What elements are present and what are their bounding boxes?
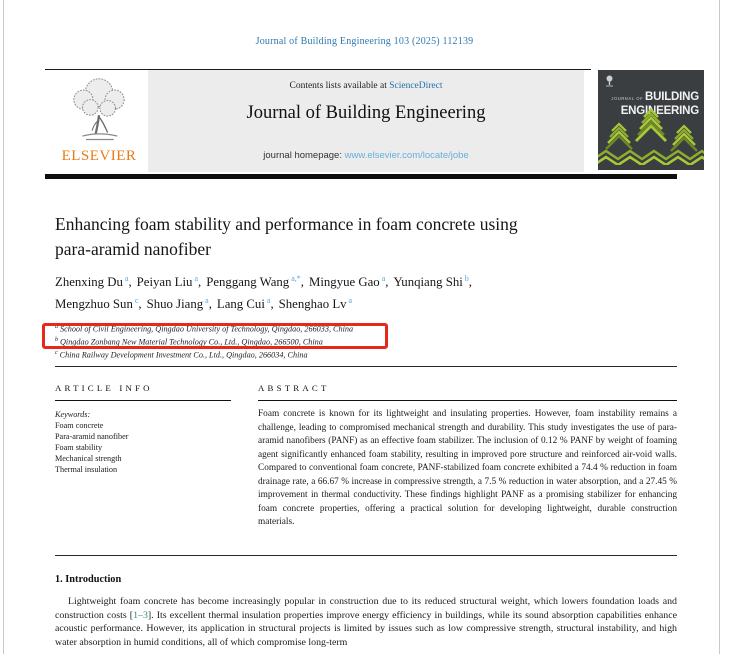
abstract-heading: ABSTRACT — [258, 383, 330, 393]
keywords-label: Keywords: — [55, 410, 91, 419]
author[interactable]: Lang Cui $^a$, — [216, 295, 274, 312]
article-title-line1: Enhancing foam stability and performance in foam concrete using — [55, 214, 518, 234]
author-line-2 — [55, 292, 665, 314]
abstract-rule — [258, 400, 677, 401]
section-heading-introduction: 1. Introduction — [55, 574, 122, 585]
page-left-edge — [3, 0, 4, 654]
author[interactable]: Mengzhuo Sun $^c$, — [55, 295, 142, 312]
cover-journal-of: JOURNAL OF — [611, 96, 644, 101]
affiliation-a: $^a$ School of Civil Engineering, Qingdao University of Technology, Qingdao, 266033, China — [55, 324, 354, 334]
homepage-link[interactable]: www.elsevier.com/locate/jobe — [344, 150, 469, 161]
author[interactable]: Peiyan Liu $^a$, — [136, 274, 202, 290]
journal-homepage-line — [148, 150, 584, 161]
keyword: Para-aramid nanofiber — [55, 432, 129, 441]
author-affiliation-sup: b — [464, 274, 469, 283]
cover-chevron-trees — [598, 107, 704, 170]
contents-lists-text: Contents lists available at — [289, 81, 390, 91]
journal-cover-thumbnail[interactable] — [598, 70, 704, 170]
elsevier-logo — [53, 73, 145, 173]
author[interactable]: Shuo Jiang $^a$, — [146, 295, 212, 312]
author-line-1 — [55, 270, 665, 292]
header-bottom-bar — [45, 174, 677, 179]
abstract-column — [258, 383, 677, 530]
abstract-block-top-rule — [55, 366, 677, 367]
page-right-edge — [719, 0, 720, 654]
author-affiliation-sup: a — [124, 274, 129, 283]
keyword: Foam concrete — [55, 421, 104, 430]
intro-text-after-citation: ]. Its excellent thermal insulation properties improve energy efficiency in buildings, while its sound absorption capabilities enhance acoustic performance. However, its application in structural projects is limited by issues such as low compressive strength, structural instability, and high water absorption in humid conditions, all of which compromise long-term — [55, 609, 678, 648]
sciencedirect-link[interactable]: ScienceDirect — [389, 81, 443, 91]
article-info-heading: ARTICLE INFO — [55, 383, 153, 393]
elsevier-tree-icon — [53, 73, 145, 147]
abstract-block-bottom-rule — [55, 555, 677, 556]
author-list — [55, 270, 665, 314]
abstract-text: Foam concrete is known for its lightweight and insulating properties. However, foam instability remains a challenge, leading to compromised mechanical strength and durability. This study investigates the use of para-aramid nanofibers (PANF) as an effective foam stabilizer. The inclusion of 0.12 % PANF by weight of foaming agent significantly enhanced foam stability, resulting in improved pore structure and reinforced air-void walls. Compared to conventional foam concrete, PANF-stabilized foam concrete exhibited a 74.4 % reduction in foam drainage rate, a 66.67 % increase in compressive strength, a 7.5 % reduction in water absorption, and a 27.45 % improvement in thermal conductivity. These findings highlight PANF as a promising stabilizer for enhancing foam concrete properties, offering a practical solution for developing lightweight, durable construction materials. — [258, 409, 677, 528]
affiliation-b: $^b$ Qingdao Zonbang New Material Technology Co., Ltd., Qingdao, 266500, China — [55, 337, 323, 347]
author-affiliation-sup: a — [381, 274, 386, 283]
author-affiliation-sup: a — [266, 295, 271, 305]
citation-link-1-3[interactable]: 1–3 — [133, 609, 148, 621]
affiliation-c: $^c$ China Railway Development Investment Co., Ltd., Qingdao, 266034, China — [55, 350, 308, 360]
author-corresponding[interactable]: Penggang Wang $^{a,*}$, — [206, 274, 304, 290]
cover-title-line1: BUILDING — [645, 91, 699, 103]
contents-lists-line — [148, 81, 584, 91]
keyword: Thermal insulation — [55, 465, 118, 474]
article-title-line2: para-aramid nanofiber — [55, 238, 211, 259]
author[interactable]: Mingyue Gao $^a$, — [308, 274, 389, 290]
author-affiliation-sup: a — [348, 295, 353, 305]
journal-header-box — [148, 70, 584, 172]
article-info-rule — [55, 400, 231, 401]
elsevier-wordmark: ELSEVIER — [61, 148, 137, 164]
article-title — [55, 212, 665, 261]
author-affiliation-sup: c — [134, 295, 139, 305]
cover-title-line2: ENGINEERING — [620, 105, 699, 117]
keyword: Mechanical strength — [55, 454, 122, 463]
keyword: Foam stability — [55, 443, 103, 452]
author-affiliation-sup: a — [205, 295, 209, 305]
author[interactable]: Zhenxing Du $^a$, — [55, 274, 132, 290]
journal-citation-header: Journal of Building Engineering 103 (2025) 112139 — [255, 36, 474, 47]
introduction-paragraph — [55, 595, 677, 649]
author-affiliation-sup: a,* — [291, 274, 301, 283]
author-affiliation-sup: a — [194, 274, 199, 283]
homepage-label: journal homepage: — [263, 150, 345, 161]
intro-text-before-citation: Lightweight foam concrete has become increasingly popular in construction due to its reduced structural weight, which lowers foundation loads and construction costs [ — [55, 596, 677, 621]
author[interactable]: Yunqiang Shi $^b$, — [393, 274, 472, 290]
affiliation-list — [55, 322, 665, 361]
journal-title: Journal of Building Engineering — [246, 103, 486, 123]
author[interactable]: Shenghao Lv $^a$ — [278, 295, 353, 312]
article-info-column — [55, 383, 231, 475]
